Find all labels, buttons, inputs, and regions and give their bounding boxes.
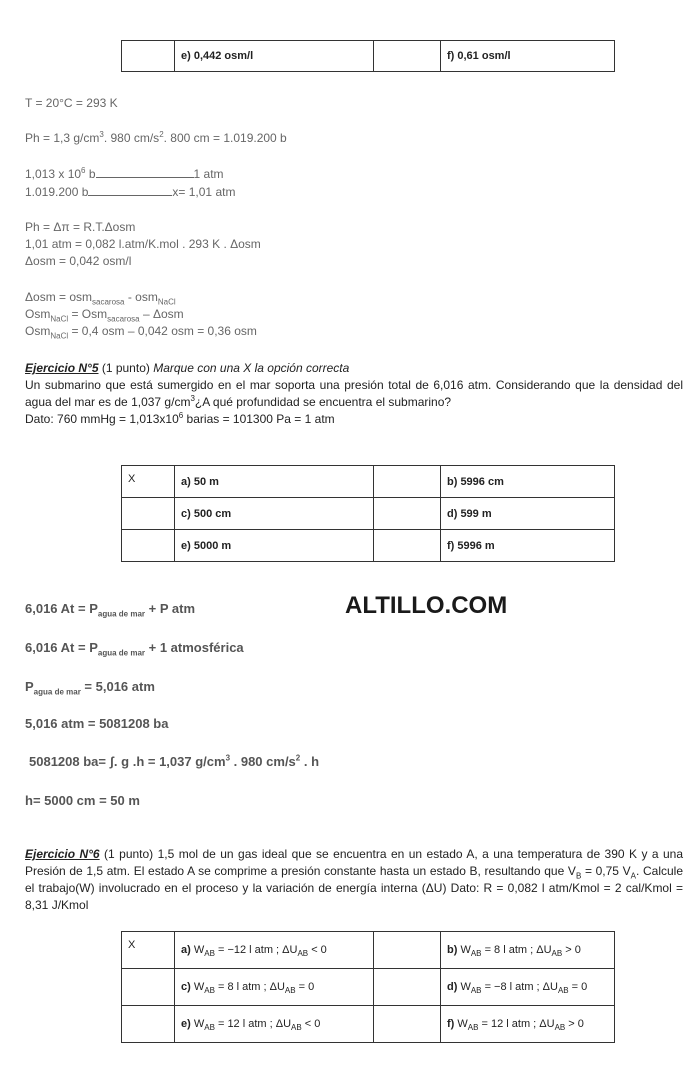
option-f: f) $W_{AB} = 12$ l atm ; $\Delta U_{AB} > 0$ (441, 1006, 615, 1043)
mark-cell (374, 530, 441, 562)
options-table-ex4 (121, 40, 615, 72)
solution-line-2: 6,016 $At = P_{agua de mar} + 1$ atmosférica (25, 640, 244, 658)
mark-cell (374, 969, 441, 1006)
option-c: c) 500 cm (175, 498, 374, 530)
mark-cell (122, 530, 175, 562)
mark-cell (122, 969, 175, 1006)
exercise-6-title: Ejercicio N°6 (25, 847, 100, 861)
options-table-ex6 (121, 931, 615, 1043)
option-e: e) $W_{AB} = 12$ l atm ; $\Delta U_{AB} < 0$ (175, 1006, 374, 1043)
mark-cell (374, 1006, 441, 1043)
mark-cell (374, 466, 441, 498)
option-c: c) $W_{AB} = 8$ l atm ; $\Delta U_{AB} = 0$ (175, 969, 374, 1006)
mark-cell (122, 41, 175, 72)
mark-cell (122, 1006, 175, 1043)
option-a: a) 50 m (175, 466, 374, 498)
mark-cell (374, 932, 441, 969)
delta-line-2: Osm$_{NaCl}$ = Osm$_{sacarosa}$ – Δosm (25, 307, 184, 324)
options-table-ex5 (121, 465, 615, 562)
mark-cell: X (122, 932, 175, 969)
option-f: f) 5996 m (441, 530, 615, 562)
solution-line-5: 5081208 ba= ʃ. g .h = 1,037 $g/cm^3$ . 980 $cm/s^2$ . h (29, 753, 320, 769)
mark-cell (374, 498, 441, 530)
option-e: e) 5000 m (175, 530, 374, 562)
option-a: a) $W_{AB} = -12$ l atm ; $\Delta U_{AB} < 0$ (175, 932, 374, 969)
delta-line-3: Osm$_{NaCl}$ = 0,4 osm – 0,042 osm = 0,36 osm (25, 324, 257, 341)
watermark: ALTILLO.COM (345, 592, 508, 619)
solution-line-3: $P_{agua de mar} = 5,016$ atm (25, 679, 155, 697)
exercise-5-statement: Ejercicio N°5 (1 punto) Marque con una X la opción correcta Un submarino que está sumergido en el mar soporta una presión total de 6,016 atm. Considerando que la densidad del agua del mar es de 1,037 $g/cm^3¿A$ qué profundidad se encuentra el submarino? Dato: 760 mmHg = $1,013x10^6$ barias = 101300 Pa = 1 atm (25, 361, 683, 426)
equation-line-2: 1,01 atm = 0,082 l.atm/K.mol . 293 K . Δosm (25, 237, 261, 251)
solution-line-1: 6,016 $At = P_{agua de mar} + P$ atm (25, 601, 195, 619)
equation-line-3: Δosm = 0,042 osm/l (25, 254, 132, 268)
mark-cell (122, 498, 175, 530)
exercise-6-statement: Ejercicio N°6 (1 punto) 1,5 mol de un gas ideal que se encuentra en un estado A, a una temperatura de 390 K y a una Presión de 1,5 atm. El estado A se comprime a presión constante hasta un estado B, resultando que $V_B = 0,75$ $V_A$. Calcule el trabajo(W) involucrado en el proceso y la variación de energía interna (ΔU) Dato: R = 0,082 l atm/Kmol = 2 cal/Kmol = 8,31 J/Kmol (25, 847, 684, 912)
solution-line-6: h= 5000 cm = 50 m (25, 793, 140, 808)
option-b: b) 5996 cm (441, 466, 615, 498)
mark-cell (374, 41, 441, 72)
option-f: f) 0,61 osm/l (441, 41, 615, 72)
option-e: e) 0,442 osm/l (175, 41, 374, 72)
exercise-5-title: Ejercicio N°5 (25, 361, 99, 375)
delta-line-1: Δosm = osm$_{sacarosa}$ - osm$_{NaCl}$ (25, 290, 176, 307)
pressure-line: Ph = 1,3 $g/cm^3$. 980 $cm/s^2$. 800 cm = 1.019.200 b (25, 130, 287, 145)
mark-cell: X (122, 466, 175, 498)
conversion-line-1: 1,013 x $10^6$ b 1 atm (25, 166, 224, 181)
conversion-line-2: 1.019.200 b x= 1,01 atm (25, 185, 236, 199)
option-d: d) $W_{AB} = -8$ l atm ; $\Delta U_{AB} = 0$ (441, 969, 615, 1006)
option-b: b) $W_{AB} = 8$ l atm ; $\Delta U_{AB} > 0$ (441, 932, 615, 969)
temperature-line: T = 20°C = 293 K (25, 96, 118, 110)
equation-line-1: Ph = Δπ = R.T.Δosm (25, 220, 136, 234)
solution-line-4: 5,016 atm = 5081208 ba (25, 716, 169, 731)
option-d: d) 599 m (441, 498, 615, 530)
